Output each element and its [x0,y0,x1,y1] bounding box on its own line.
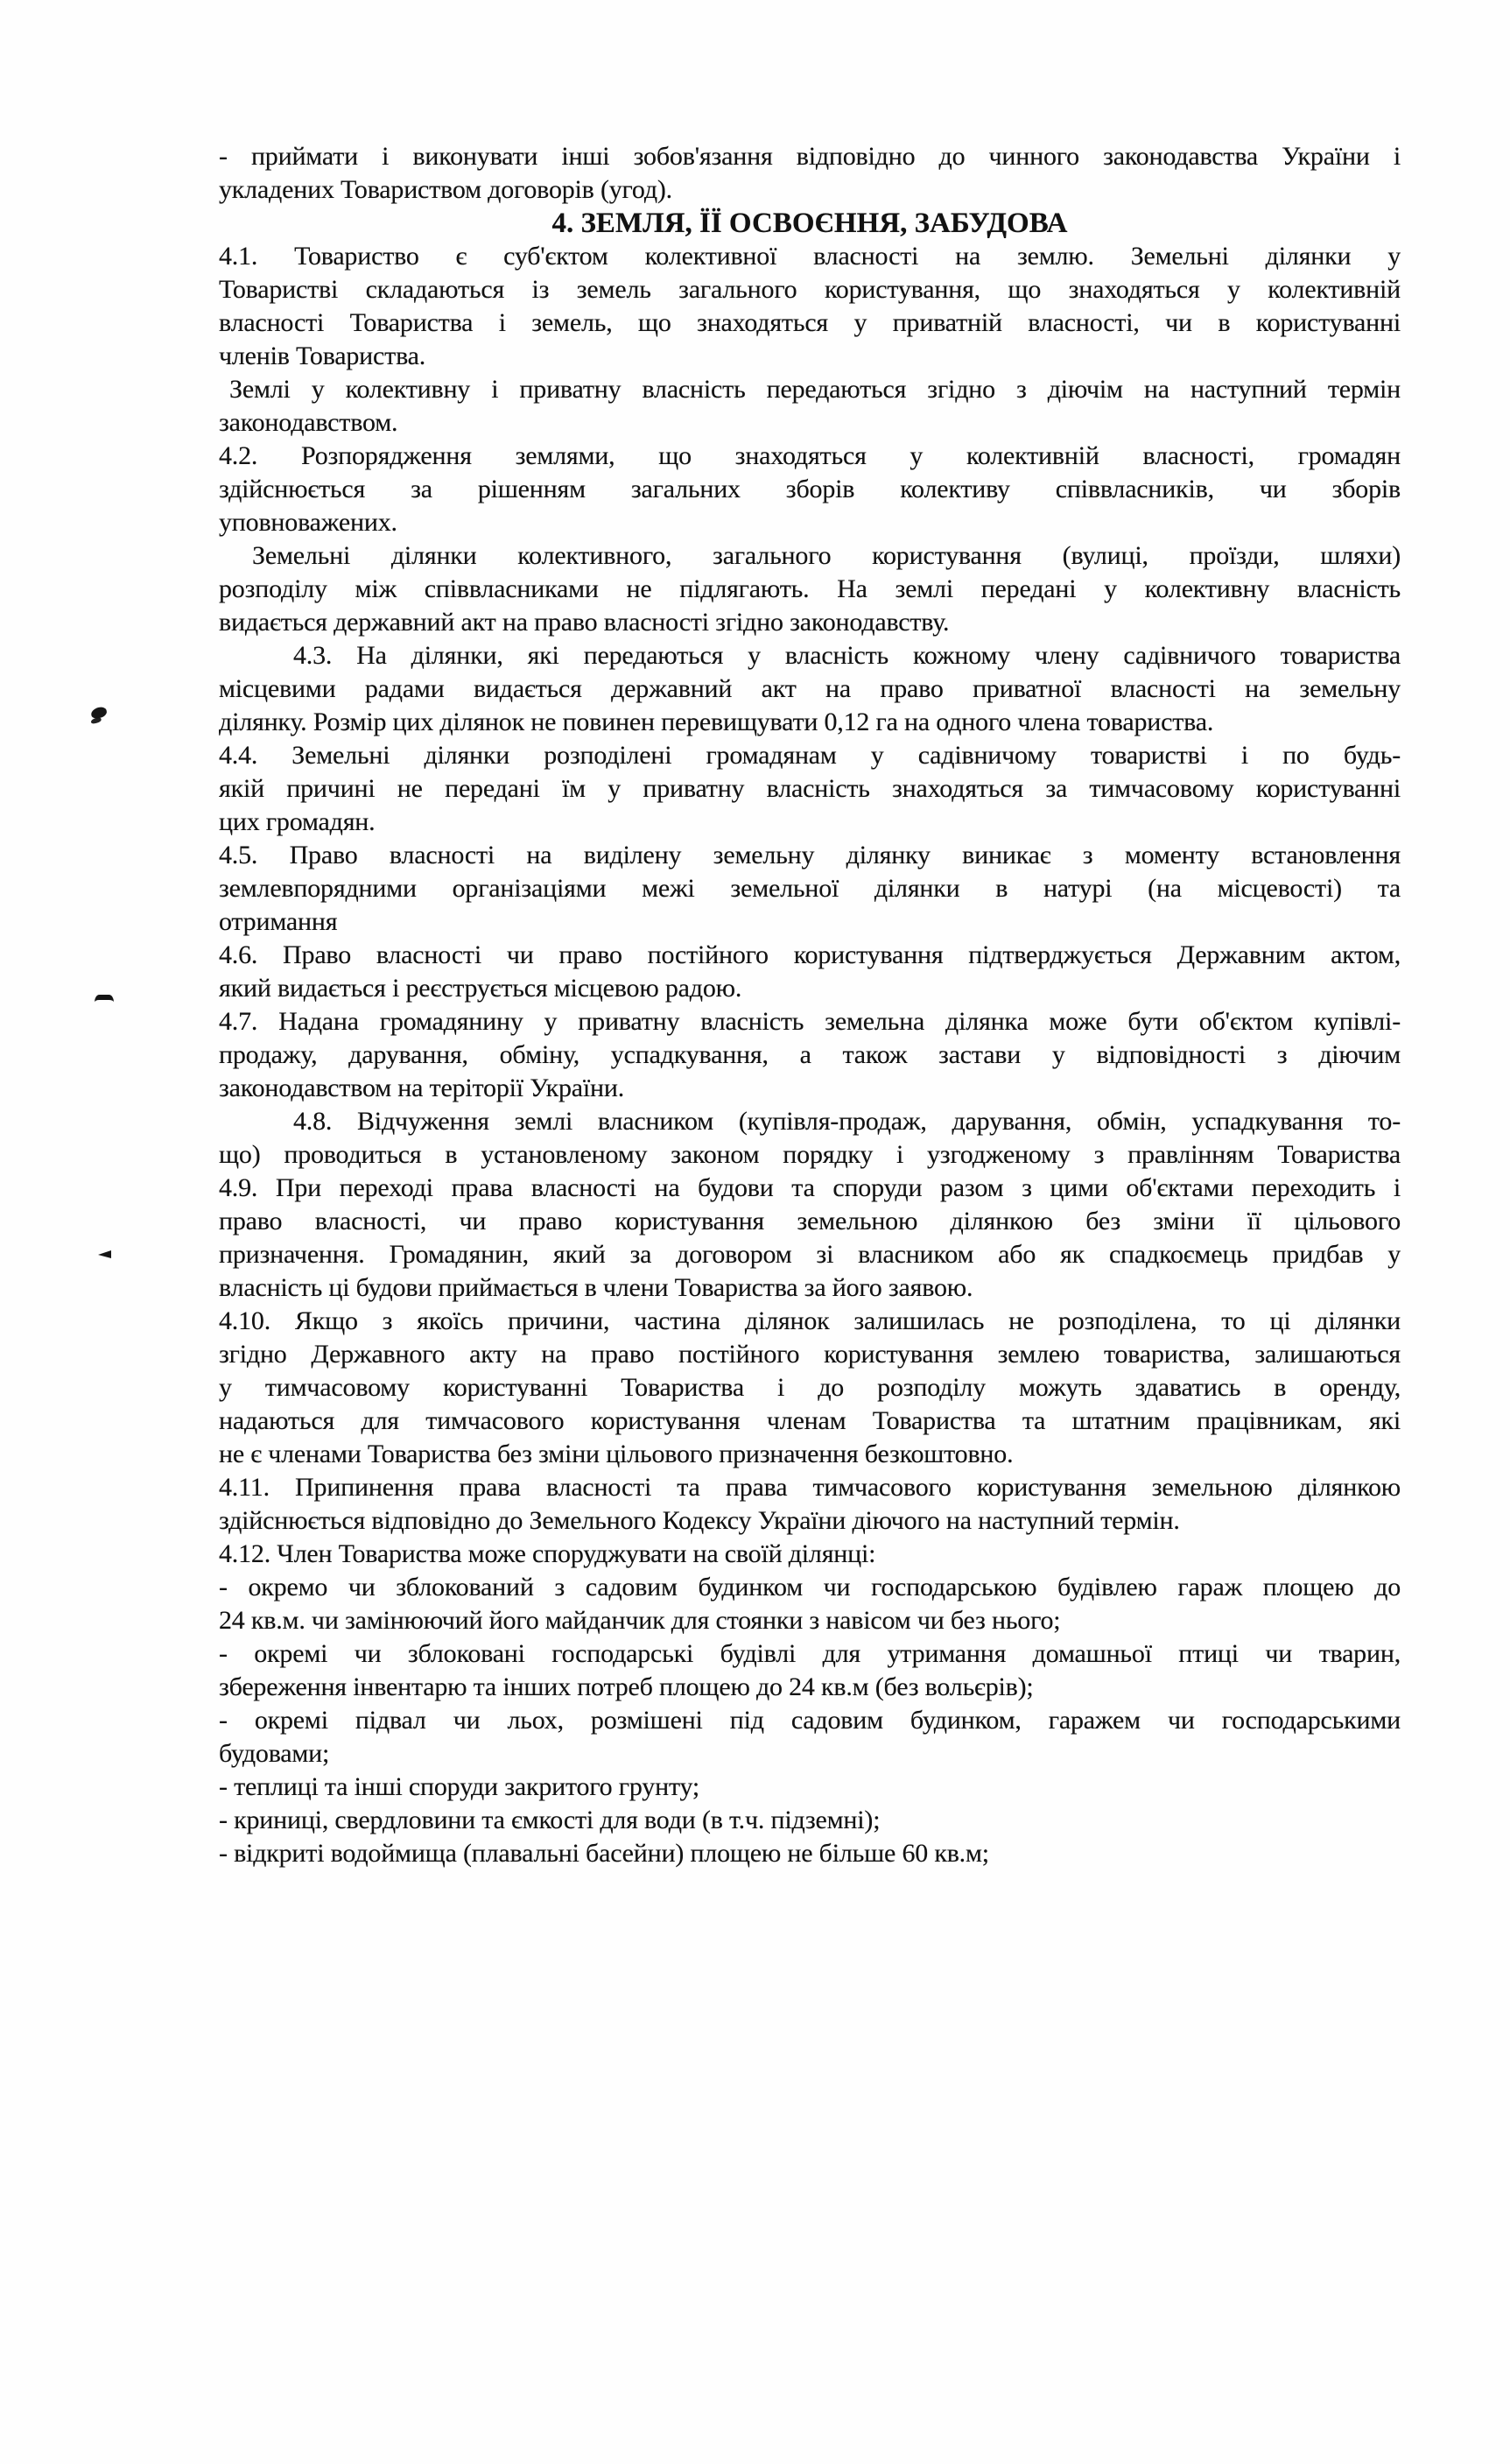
text-line: власність ці будови приймається в члени Товариства за його заявою. [219,1273,973,1302]
text-line: 4.11. Припинення права власності та права тимчасового користування земельною ділянкою [219,1473,1401,1502]
text-line: - приймати і виконувати інші зобов'язання відповідно до чинного законодавства України і [219,142,1401,171]
text-line: - окремі чи зблоковані господарські будівлі для утримання домашньої птиці чи тварин, [219,1639,1401,1668]
text-line: який видається і реєструється місцевою радою. [219,974,742,1003]
text-line: 4.6. Право власності чи право постійного користування підтверджується Державним актом, [219,940,1401,969]
text-line: розподілу між співвласниками не підлягають. На землі передані у колективну власність [219,574,1401,603]
text-line: Земельні ділянки колективного, загального користування (вулиці, проїзди, шляхи) [252,541,1401,570]
text-line: законодавством на теріторії України. [219,1074,625,1102]
text-line: - окремі підвал чи льох, розмішені під садовим будинком, гаражем чи господарськими [219,1706,1401,1735]
text-line: законодавством. [219,408,398,437]
text-line: призначення. Громадянин, який за договором зі власником або як спадкоємець придбав у [219,1240,1401,1269]
text-line: 4.8. Відчуження землі власником (купівля-продаж, дарування, обмін, успадкування то- [293,1107,1401,1136]
text-line: здійснюється відповідно до Земельного Кодексу України діючого на наступний термін. [219,1506,1180,1535]
ink-curve-mark [95,995,114,1010]
text-line: - окремо чи зблокований з садовим будинком чи господарською будівлею гараж площею до [219,1573,1401,1602]
text-line: укладених Товариством договорів (угод). [219,175,672,204]
text-line: продажу, дарування, обміну, успадкування, а також застави у відповідності з діючим [219,1040,1401,1069]
text-line: надаються для тимчасового користування членам Товариства та штатним працівникам, які [219,1406,1401,1435]
text-line: Товаристві складаються із земель загального користування, що знаходяться у колективній [219,275,1401,304]
text-line: - криниці, свердловини та ємкості для води (в т.ч. підземні); [219,1806,881,1834]
text-line: цих громадян. [219,807,376,836]
text-line: 4.2. Розпорядження землями, що знаходяться у колективній власності, громадян [219,441,1401,470]
text-line: землевпорядними організаціями межі земельної ділянки в натурі (на місцевості) та [219,874,1401,903]
text-line: 4.10. Якщо з якоїсь причини, частина ділянок залишилась не розподілена, то ці ділянки [219,1306,1401,1335]
text-line: власності Товариства і земель, що знаходяться у приватній власності, чи в користуванні [219,308,1401,337]
section-heading: 4. ЗЕМЛЯ, ЇЇ ОСВОЄННЯ, ЗАБУДОВА [551,208,1068,239]
text-line: членів Товариства. [219,341,426,370]
text-line: місцевими радами видається державний акт на право приватної власності на земельну [219,674,1401,703]
text-line: Землі у колективну і приватну власність передаються згідно з діючім на наступний термін [229,375,1401,404]
text-line: у тимчасовому користуванні Товариства і до розподілу можуть здаватись в оренду, [219,1373,1401,1402]
text-line: уповноважених. [219,508,397,537]
text-line: ділянку. Розмір цих ділянок не повинен перевищувати 0,12 га на одного члена товариства. [219,708,1214,736]
text-line: збереження інвентарю та інших потреб площею до 24 кв.м (без вольєрів); [219,1672,1034,1701]
text-line: якій причині не передані їм у приватну власність знаходяться за тимчасовому користуванні [219,774,1401,803]
text-line: 4.1. Товариство є суб'єктом колективної власності на землю. Земельні ділянки у [219,242,1401,271]
text-line: - відкриті водоймища (плавальні басейни) площею не більше 60 кв.м; [219,1839,989,1868]
text-line: 4.3. На ділянки, які передаються у власність кожному члену садівничого товариства [293,641,1401,670]
text-line: 4.12. Член Товариства може споруджувати на своїй ділянці: [219,1539,876,1568]
text-line: - теплиці та інші споруди закритого грунту; [219,1772,699,1801]
text-line: видається державний акт на право власності згідно законодавству. [219,608,950,637]
text-line: згідно Державного акту на право постійного користування землею товариства, залишаються [219,1340,1401,1369]
text-line: що) проводиться в установленому законом порядку і узгодженому з правлінням Товариства [219,1140,1401,1169]
ink-blot-mark [90,706,108,719]
text-line: 4.7. Надана громадянину у приватну власність земельна ділянка може бути об'єктом купівлі- [219,1007,1401,1036]
text-line: 24 кв.м. чи замінюючий його майданчик для стоянки з навісом чи без нього; [219,1606,1061,1635]
text-line: 4.5. Право власності на виділену земельну ділянку виникає з моменту встановлення [219,841,1401,869]
text-line: будовами; [219,1739,330,1768]
text-line: право власності, чи право користування земельною ділянкою без зміни її цільового [219,1207,1401,1236]
text-line: здійснюється за рішенням загальних зборів колективу співвласників, чи зборів [219,475,1401,503]
text-line: отримання [219,907,338,936]
ink-dash-mark [98,1250,111,1258]
document-text [219,140,1401,1870]
text-line: не є членами Товариства без зміни цільового призначення безкоштовно. [219,1440,1014,1468]
text-line: 4.4. Земельні ділянки розподілені громадянам у садівничому товаристві і по будь- [219,741,1401,770]
text-line: 4.9. При переході права власності на будови та споруди разом з цими об'єктами переходить і [219,1173,1401,1202]
